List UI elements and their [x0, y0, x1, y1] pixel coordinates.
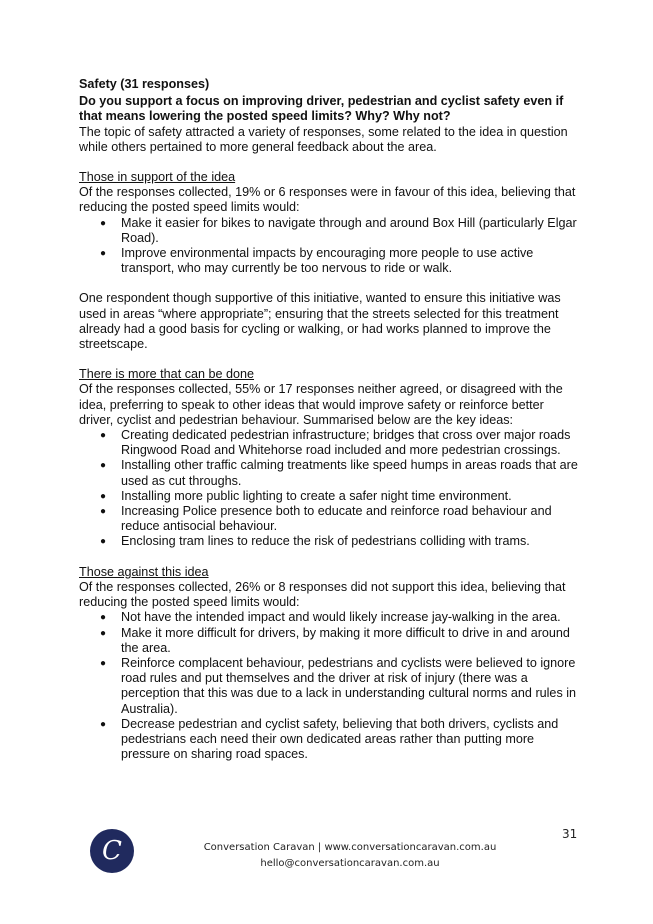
- list-item: ● Increasing Police presence both to educate and reinforce road behaviour and reduce antisocial behaviour.: [79, 504, 579, 534]
- list-item: ● Make it more difficult for drivers, by making it more difficult to drive in and around the area.: [79, 626, 579, 656]
- more-list: [79, 428, 579, 550]
- question-heading: Do you support a focus on improving driver, pedestrian and cyclist safety even if that means lowering the posted speed limits? Why? Why not?: [79, 94, 564, 124]
- page-footer: [150, 840, 550, 872]
- list-item: ● Decrease pedestrian and cyclist safety, believing that both drivers, cyclists and pedestrians each need their own dedicated areas rather than putting more pressure on sharing road spaces.: [79, 717, 579, 763]
- more-heading: There is more that can be done: [79, 367, 255, 382]
- logo-letter: C: [102, 836, 122, 866]
- list-item: ● Make it easier for bikes to navigate through and around Box Hill (particularly Elgar Road).: [79, 216, 579, 246]
- list-item: ● Improve environmental impacts by encouraging more people to use active transport, who may currently be too nervous to ride or walk.: [79, 246, 579, 276]
- footer-line-website: Conversation Caravan | www.conversationcaravan.com.au: [203, 842, 497, 853]
- list-item: ● Not have the intended impact and would likely increase jay-walking in the area.: [79, 610, 579, 625]
- support-heading: Those in support of the idea: [79, 170, 236, 185]
- section-title: Safety (31 responses): [79, 77, 210, 91]
- list-item: ● Installing more public lighting to create a safer night time environment.: [79, 489, 579, 504]
- list-item: ● Reinforce complacent behaviour, pedestrians and cyclists were believed to ignore road rules and put themselves and the driver at risk of injury (there was a perception that this was due to a lack in understanding cultural norms and rules in Australia).: [79, 656, 579, 717]
- against-lead: Of the responses collected, 26% or 8 responses did not support this idea, believing that reducing the posted speed limits would:: [79, 579, 566, 610]
- against-heading: Those against this idea: [79, 564, 209, 579]
- support-lead: Of the responses collected, 19% or 6 responses were in favour of this idea, believing that reducing the posted speed limits would:: [79, 185, 576, 215]
- list-item: ● Installing other traffic calming treatments like speed humps in areas roads that are used as cut throughs.: [79, 458, 579, 488]
- intro-paragraph: The topic of safety attracted a variety of responses, some related to the idea in question while others pertained to more general feedback about the area.: [79, 124, 568, 154]
- page-number: 31: [562, 827, 578, 841]
- list-item: ● Enclosing tram lines to reduce the risk of pedestrians colliding with trams.: [79, 534, 579, 549]
- support-note: One respondent though supportive of this initiative, wanted to ensure this initiative was used in areas “where appropriate”; ensuring that the streets selected for this treatment already had a good basis for cycling or walking, or had works planned to improve the streetscape.: [79, 291, 561, 352]
- more-section: [79, 367, 579, 549]
- document-body: [79, 77, 579, 762]
- support-section: [79, 170, 579, 352]
- support-list: [79, 216, 579, 277]
- against-list: [79, 610, 579, 762]
- list-item: ● Creating dedicated pedestrian infrastructure; bridges that cross over major roads Ringwood Road and Whitehorse road included and more pedestrian crossings.: [79, 428, 579, 458]
- more-lead: Of the responses collected, 55% or 17 responses neither agreed, or disagreed with the idea, preferring to speak to other ideas that would improve safety or reinforce better driver, cyclist and pedestrian behaviour. Summarised below are the key ideas:: [79, 382, 563, 427]
- conversation-caravan-logo: [90, 829, 134, 873]
- against-section: [79, 565, 579, 763]
- footer-line-email: hello@conversationcaravan.com.au: [260, 858, 440, 869]
